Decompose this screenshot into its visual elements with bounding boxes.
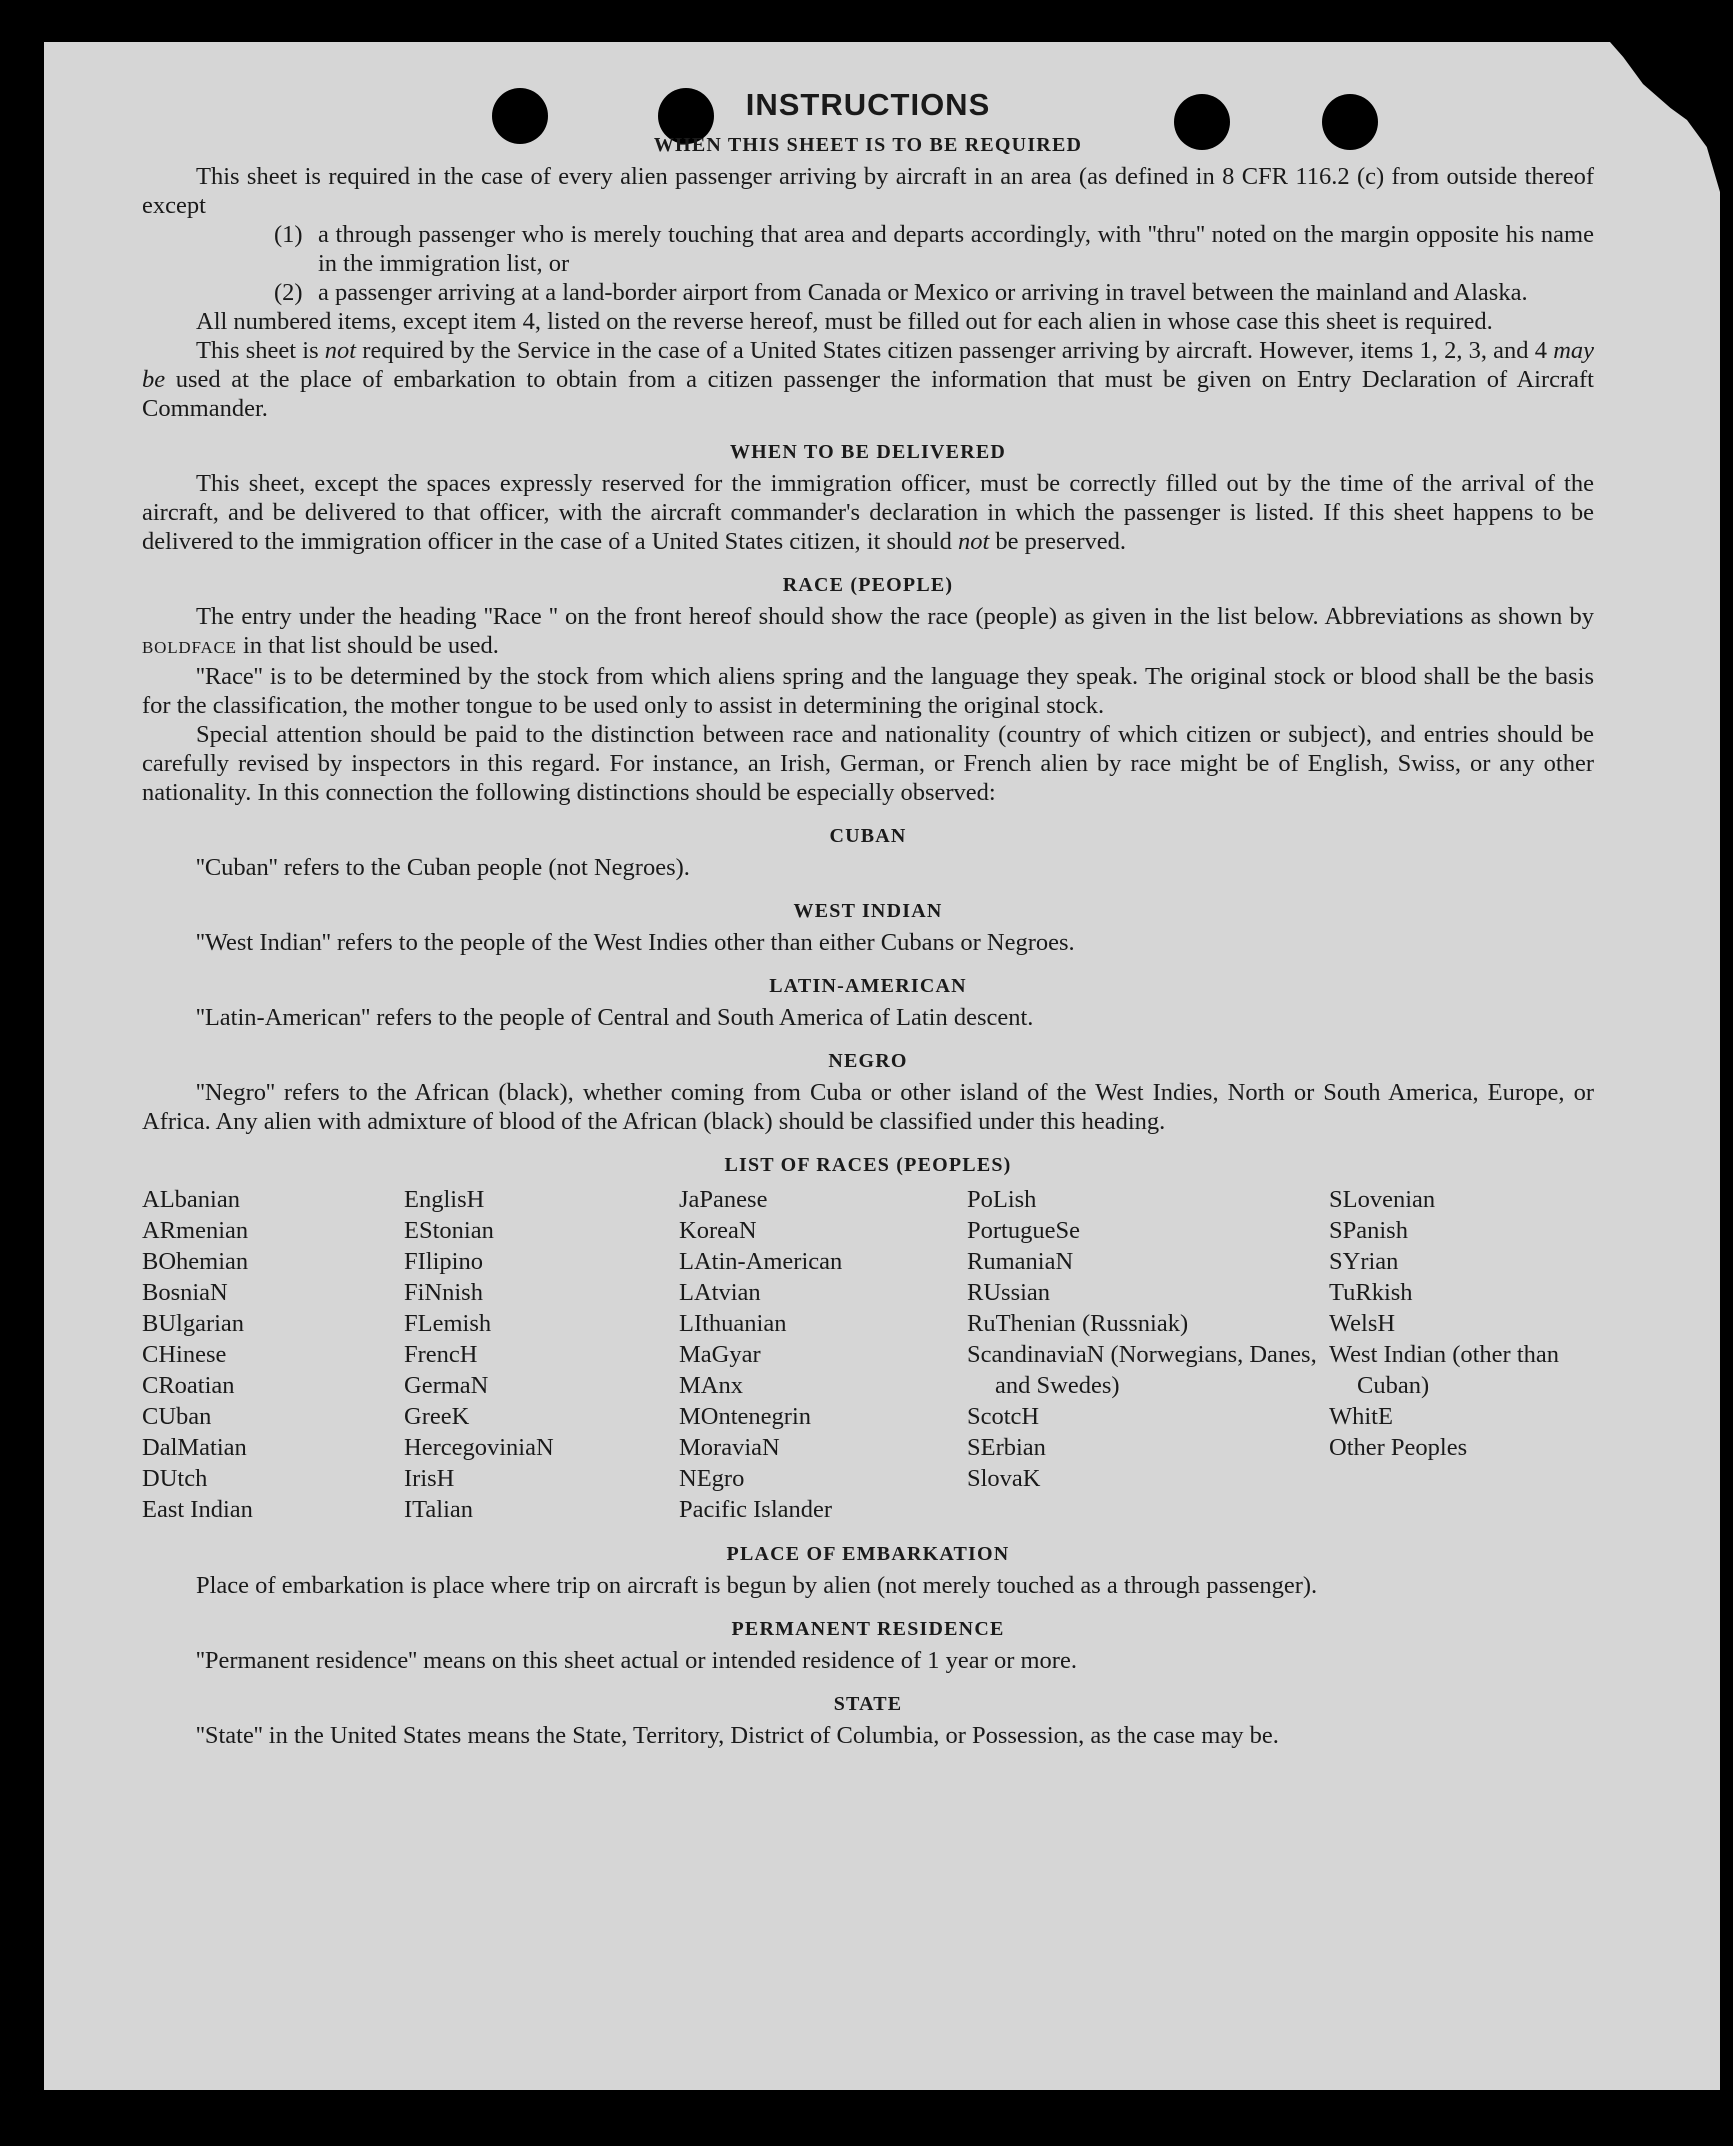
section-heading-embarkation: PLACE OF EMBARKATION [726, 1543, 1010, 1565]
paragraph-state: ''State'' in the United States means the State, Territory, District of Columbia, or Possession, as the case may be. [196, 1722, 1279, 1749]
list-item: SErbian [967, 1434, 1046, 1461]
list-item: SYrian [1329, 1248, 1399, 1275]
list-item: NEgro [679, 1465, 745, 1492]
list-item: BosniaN [142, 1279, 228, 1306]
list-item: HercegoviniaN [404, 1434, 554, 1461]
paragraph-numbered-items: All numbered items, except item 4, listed on the reverse hereof, must be filled out for each alien in whose case this sheet is required. [196, 308, 1493, 335]
list-item: RuThenian (Russniak) [967, 1310, 1189, 1337]
list-item: WhitE [1329, 1403, 1393, 1430]
races-column-4 [967, 1184, 1329, 1525]
section-heading-required: WHEN THIS SHEET IS TO BE REQUIRED [653, 134, 1083, 156]
races-column-1 [142, 1184, 404, 1525]
section-heading-delivered: WHEN TO BE DELIVERED [729, 441, 1007, 463]
list-item: PortugueSe [967, 1217, 1080, 1244]
list-item: DUtch [142, 1465, 208, 1492]
races-column-2 [404, 1184, 679, 1525]
list-item: CUban [142, 1403, 212, 1430]
section-heading-west-indian: WEST INDIAN [793, 900, 943, 922]
paragraph-residence: ''Permanent residence'' means on this sheet actual or intended residence of 1 year or more. [196, 1647, 1077, 1674]
list-item: BUlgarian [142, 1310, 245, 1337]
section-heading-latin-american: LATIN-AMERICAN [769, 975, 967, 997]
list-item: East Indian [142, 1496, 253, 1523]
list-item: KoreaN [679, 1217, 757, 1244]
paragraph-delivered: This sheet, except the spaces expressly reserved for the immigration officer, must be correctly filled out by the time of the arrival of the aircraft, and be delivered to that officer, with the aircraft commander's declaration in which the passenger is listed. If this sheet happens to be delivered to the immigration officer in the case of a United States citizen, it should not be preserved. [142, 470, 1594, 555]
section-heading-residence: PERMANENT RESIDENCE [731, 1618, 1005, 1640]
exception-list [274, 220, 1594, 307]
list-item: FIlipino [404, 1248, 483, 1275]
list-item: RUssian [967, 1279, 1051, 1306]
list-item: FLemish [404, 1310, 492, 1337]
list-item: IrisH [404, 1465, 455, 1492]
list-item: ScandinaviaN (Norwegians, Danes, and Swedes) [967, 1341, 1317, 1399]
paragraph-race-entry: The entry under the heading ''Race '' on the front hereof should show the race (people) as given in the list below. Abbreviations as shown by BOLDFACE in that list should be used. [142, 603, 1594, 659]
list-item: TuRkish [1329, 1279, 1413, 1306]
list-item: LAtin-American [679, 1248, 843, 1275]
list-item: MaGyar [679, 1341, 761, 1368]
section-heading-state: STATE [833, 1693, 903, 1715]
list-item: SlovaK [967, 1465, 1041, 1492]
paragraph-race-nationality: Special attention should be paid to the distinction between race and nationality (country of which citizen or subject), and entries should be carefully revised by inspectors in this regard. For instance, an Irish, German, or French alien by race might be of English, Swiss, or any other nationality. In this connection the following distinctions should be especially observed: [142, 721, 1594, 806]
list-item: GermaN [404, 1372, 489, 1399]
paragraph-west-indian: ''West Indian'' refers to the people of the West Indies other than either Cubans or Negroes. [196, 929, 1075, 956]
list-item: LIthuanian [679, 1310, 787, 1337]
list-item: BOhemian [142, 1248, 249, 1275]
document-body [142, 87, 1595, 1750]
list-item: SLovenian [1329, 1186, 1436, 1213]
paragraph-citizen: This sheet is not required by the Service in the case of a United States citizen passenger arriving by aircraft. However, items 1, 2, 3, and 4 may be used at the place of embarkation to obtain from a citizen passenger the information that must be given on Entry Declaration of Aircraft Commander. [142, 337, 1595, 422]
list-item: (1) a through passenger who is merely touching that area and departs accordingly, with ''thru'' noted on the margin opposite his name in the immigration list, or [274, 221, 1594, 277]
list-item: Pacific Islander [679, 1496, 833, 1523]
list-item: EnglisH [404, 1186, 485, 1213]
section-heading-races-list: LIST OF RACES (PEOPLES) [724, 1154, 1012, 1176]
list-item: FrencH [404, 1341, 478, 1368]
page-title: INSTRUCTIONS [745, 87, 991, 122]
list-item: CRoatian [142, 1372, 235, 1399]
paragraph-embarkation: Place of embarkation is place where trip on aircraft is begun by alien (not merely touched as a through passenger). [196, 1572, 1318, 1599]
list-item: WelsH [1329, 1310, 1396, 1337]
list-item: ITalian [404, 1496, 474, 1523]
list-item: DalMatian [142, 1434, 247, 1461]
paragraph-required-intro: This sheet is required in the case of every alien passenger arriving by aircraft in an area (as defined in 8 CFR 116.2 (c) from outside thereof except [142, 163, 1594, 219]
list-item: MOntenegrin [679, 1403, 811, 1430]
list-item: EStonian [404, 1217, 494, 1244]
list-item: MAnx [679, 1372, 743, 1399]
paragraph-negro: ''Negro'' refers to the African (black), whether coming from Cuba or other island of the West Indies, North or South America, Europe, or Africa. Any alien with admixture of blood of the African (black) should be classified under this heading. [142, 1079, 1594, 1135]
list-item: Other Peoples [1329, 1434, 1468, 1461]
list-item: PoLish [967, 1186, 1037, 1213]
torn-corner [1610, 42, 1720, 192]
list-item: GreeK [404, 1403, 470, 1430]
list-item: ScotcH [967, 1403, 1040, 1430]
document-page [44, 42, 1720, 2090]
list-item: ARmenian [142, 1217, 249, 1244]
races-list [142, 1184, 1594, 1525]
list-item: LAtvian [679, 1279, 761, 1306]
section-heading-cuban: CUBAN [829, 825, 907, 847]
list-item: JaPanese [679, 1186, 768, 1213]
list-item: ALbanian [142, 1186, 240, 1213]
paragraph-race-definition: ''Race'' is to be determined by the stock from which aliens spring and the language they speak. The original stock or blood shall be the basis for the classification, the mother tongue to be used only to assist in determining the original stock. [142, 663, 1594, 719]
section-heading-race: RACE (PEOPLE) [782, 574, 954, 596]
list-item: MoraviaN [679, 1434, 780, 1461]
list-item: West Indian (other than Cuban) [1329, 1341, 1560, 1399]
list-item: SPanish [1329, 1217, 1408, 1244]
paragraph-latin-american: ''Latin-American'' refers to the people of Central and South America of Latin descent. [196, 1004, 1034, 1031]
races-column-5 [1329, 1184, 1594, 1525]
list-item: (2) a passenger arriving at a land-border airport from Canada or Mexico or arriving in travel between the mainland and Alaska. [274, 279, 1528, 306]
list-item: CHinese [142, 1341, 227, 1368]
section-heading-negro: NEGRO [828, 1050, 908, 1072]
races-column-3 [679, 1184, 967, 1525]
list-item: FiNnish [404, 1279, 483, 1306]
list-item: RumaniaN [967, 1248, 1074, 1275]
paragraph-cuban: ''Cuban'' refers to the Cuban people (not Negroes). [196, 854, 690, 881]
